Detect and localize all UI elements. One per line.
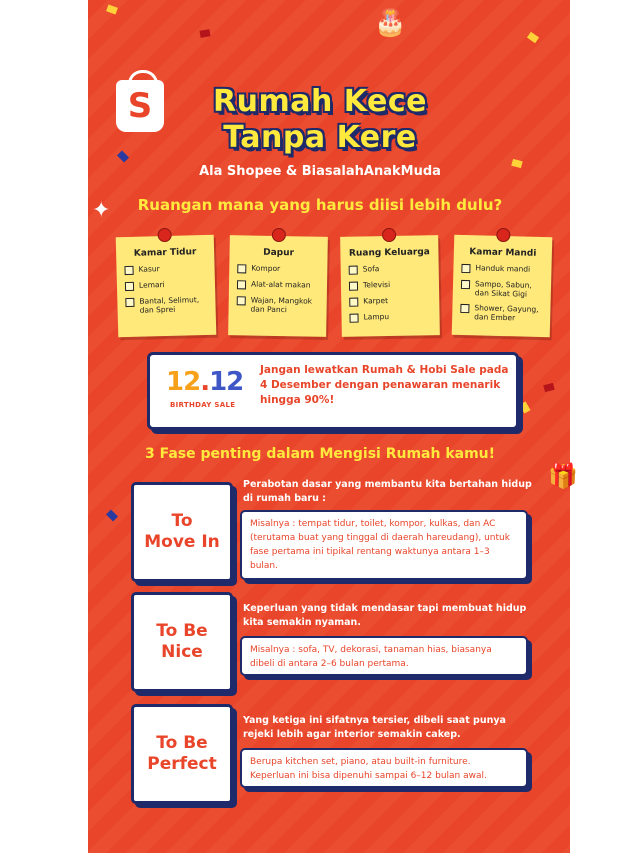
title-line-1: Rumah Kece xyxy=(213,84,427,119)
checkbox-icon xyxy=(349,282,358,291)
note-kamar-tidur xyxy=(116,235,217,338)
checklist-item: Shower, Gayung, dan Ember xyxy=(460,303,546,323)
phases-heading: 3 Fase penting dalam Mengisi Rumah kamu! xyxy=(144,446,496,462)
checkbox-icon xyxy=(237,280,246,289)
pushpin-icon xyxy=(157,228,171,242)
phase-example: Misalnya : tempat tidur, toilet, kompor, kulkas, dan AC (terutama buat yang tinggal di daerah hareudang), untuk fase pertama ini tipikal rentang waktunya antara 1–3 bulan. xyxy=(240,510,528,580)
checkbox-icon xyxy=(237,296,246,305)
birthday-cake-icon: 🎂 xyxy=(374,8,407,38)
party-popper-icon: ✦ xyxy=(92,198,111,223)
gift-box-icon: 🎁 xyxy=(548,462,578,490)
logo-letter: S xyxy=(127,86,153,126)
checklist-item: Sofa xyxy=(349,263,435,274)
note-title: Kamar Mandi xyxy=(469,247,537,259)
note-kamar-mandi xyxy=(452,235,553,338)
birthday-sale-caption: BIRTHDAY SALE xyxy=(170,401,236,409)
phase-label-be-nice: To Be Nice xyxy=(131,592,233,692)
subtitle: Ala Shopee & BiasalahAnakMuda xyxy=(199,164,441,179)
checklist-item: Handuk mandi xyxy=(461,263,547,275)
pushpin-icon xyxy=(496,228,510,242)
checklist-item: Bantal, Selimut, dan Sprei xyxy=(125,295,211,315)
title-line-2: Tanpa Kere xyxy=(223,120,417,155)
phase-label-be-perfect: To Be Perfect xyxy=(131,704,233,804)
pushpin-icon xyxy=(382,228,396,242)
checkbox-icon xyxy=(461,264,470,273)
checklist-item: Wajan, Mangkok dan Panci xyxy=(237,295,323,314)
promo-card xyxy=(147,352,519,430)
phase-description: Keperluan yang tidak mendasar tapi membuat hidup kita semakin nyaman. xyxy=(243,603,527,628)
note-dapur xyxy=(228,235,328,337)
checkbox-icon xyxy=(124,266,133,275)
birthday-sale-badge: 12.12 xyxy=(166,367,244,397)
phase-description: Perabotan dasar yang membantu kita bertahan hidup di rumah baru : xyxy=(243,479,532,504)
phase-description: Yang ketiga ini sifatnya tersier, dibeli saat punya rejeki lebih agar interior semakin cakep. xyxy=(243,715,506,740)
note-title: Ruang Keluarga xyxy=(348,247,430,259)
phase-label-move-in: To Move In xyxy=(131,482,233,582)
note-title: Dapur xyxy=(263,247,295,259)
checklist-item: Alat-alat makan xyxy=(237,279,323,290)
checklist-item: Sampo, Sabun, dan Sikat Gigi xyxy=(461,279,547,299)
checkbox-icon xyxy=(349,266,358,275)
note-ruang-keluarga xyxy=(340,235,440,337)
checklist-item: Televisi xyxy=(349,279,435,290)
checkbox-icon xyxy=(349,298,358,307)
checklist-item: Kasur xyxy=(124,263,210,275)
phase-example: Misalnya : sofa, TV, dekorasi, tanaman hias, biasanya dibeli di antara 2–6 bulan pertama. xyxy=(240,636,528,676)
checkbox-icon xyxy=(460,304,469,313)
promo-text: Jangan lewatkan Rumah & Hobi Sale pada 4 Desember dengan penawaran menarik hingga 90%! xyxy=(260,364,509,406)
pushpin-icon xyxy=(272,228,286,242)
checklist-item: Lemari xyxy=(125,279,211,291)
checklist-item: Lampu xyxy=(349,311,435,322)
room-question: Ruangan mana yang harus diisi lebih dulu? xyxy=(137,196,503,214)
phase-example: Berupa kitchen set, piano, atau built-in furniture. Keperluan ini bisa dipenuhi sampai 6–12 bulan awal. xyxy=(240,748,528,788)
checkbox-icon xyxy=(461,280,470,289)
checkbox-icon xyxy=(349,314,358,323)
checkbox-icon xyxy=(237,264,246,273)
checkbox-icon xyxy=(125,298,134,307)
note-title: Kamar Tidur xyxy=(133,247,197,259)
checkbox-icon xyxy=(125,282,134,291)
checklist-item: Karpet xyxy=(349,295,435,306)
checklist-item: Kompor xyxy=(237,263,323,274)
